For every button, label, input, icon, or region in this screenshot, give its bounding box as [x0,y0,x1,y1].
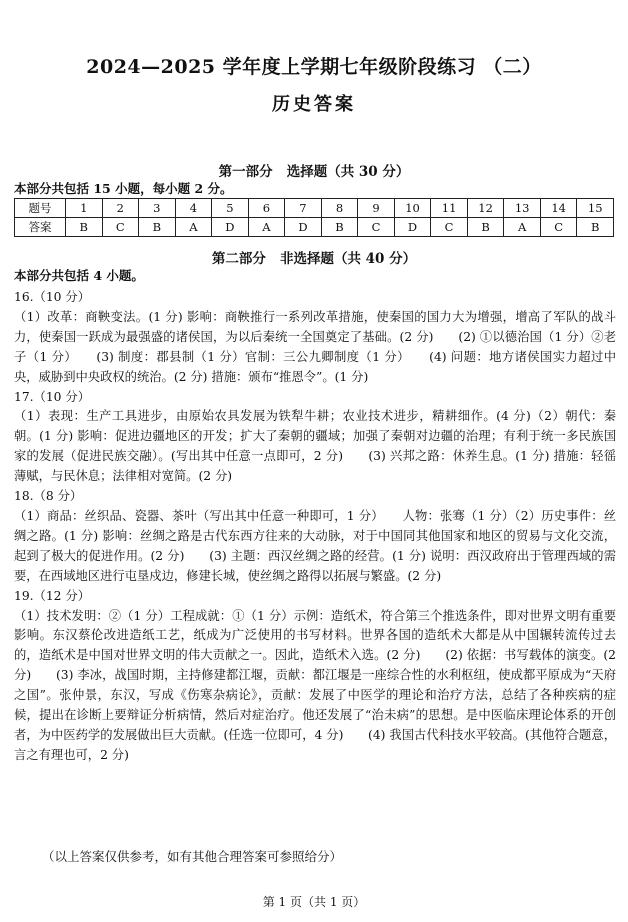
part2-heading: 第二部分 非选择题（共 40 分） [211,251,417,267]
question-number-cell: 11 [431,199,468,218]
reference-note: （以上答案仅供参考，如有其他合理答案可参照给分） [42,849,343,864]
answer-cell: D [394,218,431,237]
q17-text: （1）表现：生产工具进步，由原始农具发展为铁犁牛耕；农业技术进步，精耕细作。(4 分)（2）朝代：秦朝。(1 分) 影响：促进边疆地区的开发；扩大了秦朝的疆域；加强了秦朝对边疆的治理；有利于统一多民族国家的发展（促进民族交融）。(写出其中任意一点即可，2 分) (3) 兴邦之路：休养生息。(1 分) 措施：轻徭薄赋，与民休息；法律相对宽简。(2 分) [14,409,616,484]
answer-cell: B [321,218,358,237]
answer-cell: B [577,218,614,237]
question-number-cell: 8 [321,199,358,218]
answer-cell: C [102,218,139,237]
question-number-cell: 9 [358,199,395,218]
answer-body [14,288,616,766]
row-label-number: 题号 [15,199,66,218]
question-number-cell: 2 [102,199,139,218]
q16-header: 16.（10 分） [14,290,91,304]
question-number-cell: 4 [175,199,212,218]
row-label-answer: 答案 [15,218,66,237]
answer-cell: B [467,218,504,237]
q18-header: 18.（8 分） [14,489,83,504]
answer-cell: B [139,218,176,237]
question-number-cell: 10 [394,199,431,218]
answer-table [14,198,614,237]
answer-cell: A [175,218,212,237]
question-number-cell: 3 [139,199,176,218]
q16-text: （1）改革：商鞅变法。(1 分) 影响：商鞅推行一系列改革措施，使秦国的国力大为增强，增高了军队的战斗力，使秦国一跃成为最强盛的诸侯国，为以后秦统一全国奠定了基础。(2 分) (2) ①以德治国（1 分）②老子（1 分） (3) 制度：郡县制（1 分）官制：三公九卿制度（1 分） (4) 问题：地方诸侯国实力超过中央，威胁到中央政权的统治。(2 分) 措施：颁布“推恩令”。(1 分) [14,309,616,384]
question-number-cell: 14 [540,199,577,218]
answer-cell: D [212,218,249,237]
answer-cell: C [358,218,395,237]
part2-intro: 本部分共包括 4 小题。 [14,268,144,283]
question-number-cell: 12 [467,199,504,218]
page-footer: 第 1 页（共 1 页） [262,895,366,909]
question-number-cell: 1 [66,199,103,218]
question-number-row [15,199,614,218]
question-number-cell: 6 [248,199,285,218]
answer-row [15,218,614,237]
question-number-cell: 15 [577,199,614,218]
answer-cell: C [540,218,577,237]
page-title: 2024—2025 学年度上学期七年级阶段练习 （二） [86,56,542,78]
question-number-cell: 13 [504,199,541,218]
answer-cell: A [504,218,541,237]
part1-heading: 第一部分 选择题（共 30 分） [218,164,410,180]
answer-cell: A [248,218,285,237]
q19-header: 19.（12 分） [14,588,91,603]
q17-header: 17.（10 分） [14,389,91,404]
part1-intro: 本部分共包括 15 小题，每小题 2 分。 [14,181,233,196]
answer-cell: B [66,218,103,237]
q18-text: （1）商品：丝织品、瓷器、茶叶（写出其中任意一种即可，1 分） 人物：张骞（1 分）（2）历史事件：丝绸之路。(1 分) 影响：丝绸之路是古代东西方往来的大动脉，对于中国同其他国家和地区的贸易与文化交流，起到了极大的促进作用。(2 分) (3) 主题：西汉丝绸之路的经营。(1 分) 说明：西汉政府出于管理西域的需要，在西域地区进行屯垦戍边，修建长城，使丝绸之路得以拓展与繁盛。(2 分) [14,508,616,583]
question-number-cell: 7 [285,199,322,218]
answer-cell: D [285,218,322,237]
question-number-cell: 5 [212,199,249,218]
q19-text: （1）技术发明：②（1 分）工程成就：①（1 分）示例：造纸术，符合第三个推选条件，即对世界文明有重要影响。东汉蔡伦改进造纸工艺，纸成为广泛使用的书写材料。世界各国的造纸术大都是从中国辗转流传过去的，造纸术是中国对世界文明的伟大贡献之一。因此，造纸术入选。(2 分) (2) 依据：书写载体的演变。(2 分) (3) 李冰，战国时期，主持修建都江堰，贡献：都江堰是一座综合性的水利枢纽，使成都平原成为“天府之国”。张仲景，东汉，写成《伤寒杂病论》，贡献：发展了中医学的理论和治疗方法，总结了各种疾病的症候，提出在诊断上要辩证分析病情，然后对症治疗。他还发展了“治未病”的思想。是中医临床理论体系的开创者，为中医药学的发展做出巨大贡献。(任选一位即可，4 分) (4) 我国古代科技水平较高。(其他符合题意，言之有理也可，2 分) [14,608,616,762]
answer-cell: C [431,218,468,237]
page-subtitle: 历史答案 [272,94,356,115]
